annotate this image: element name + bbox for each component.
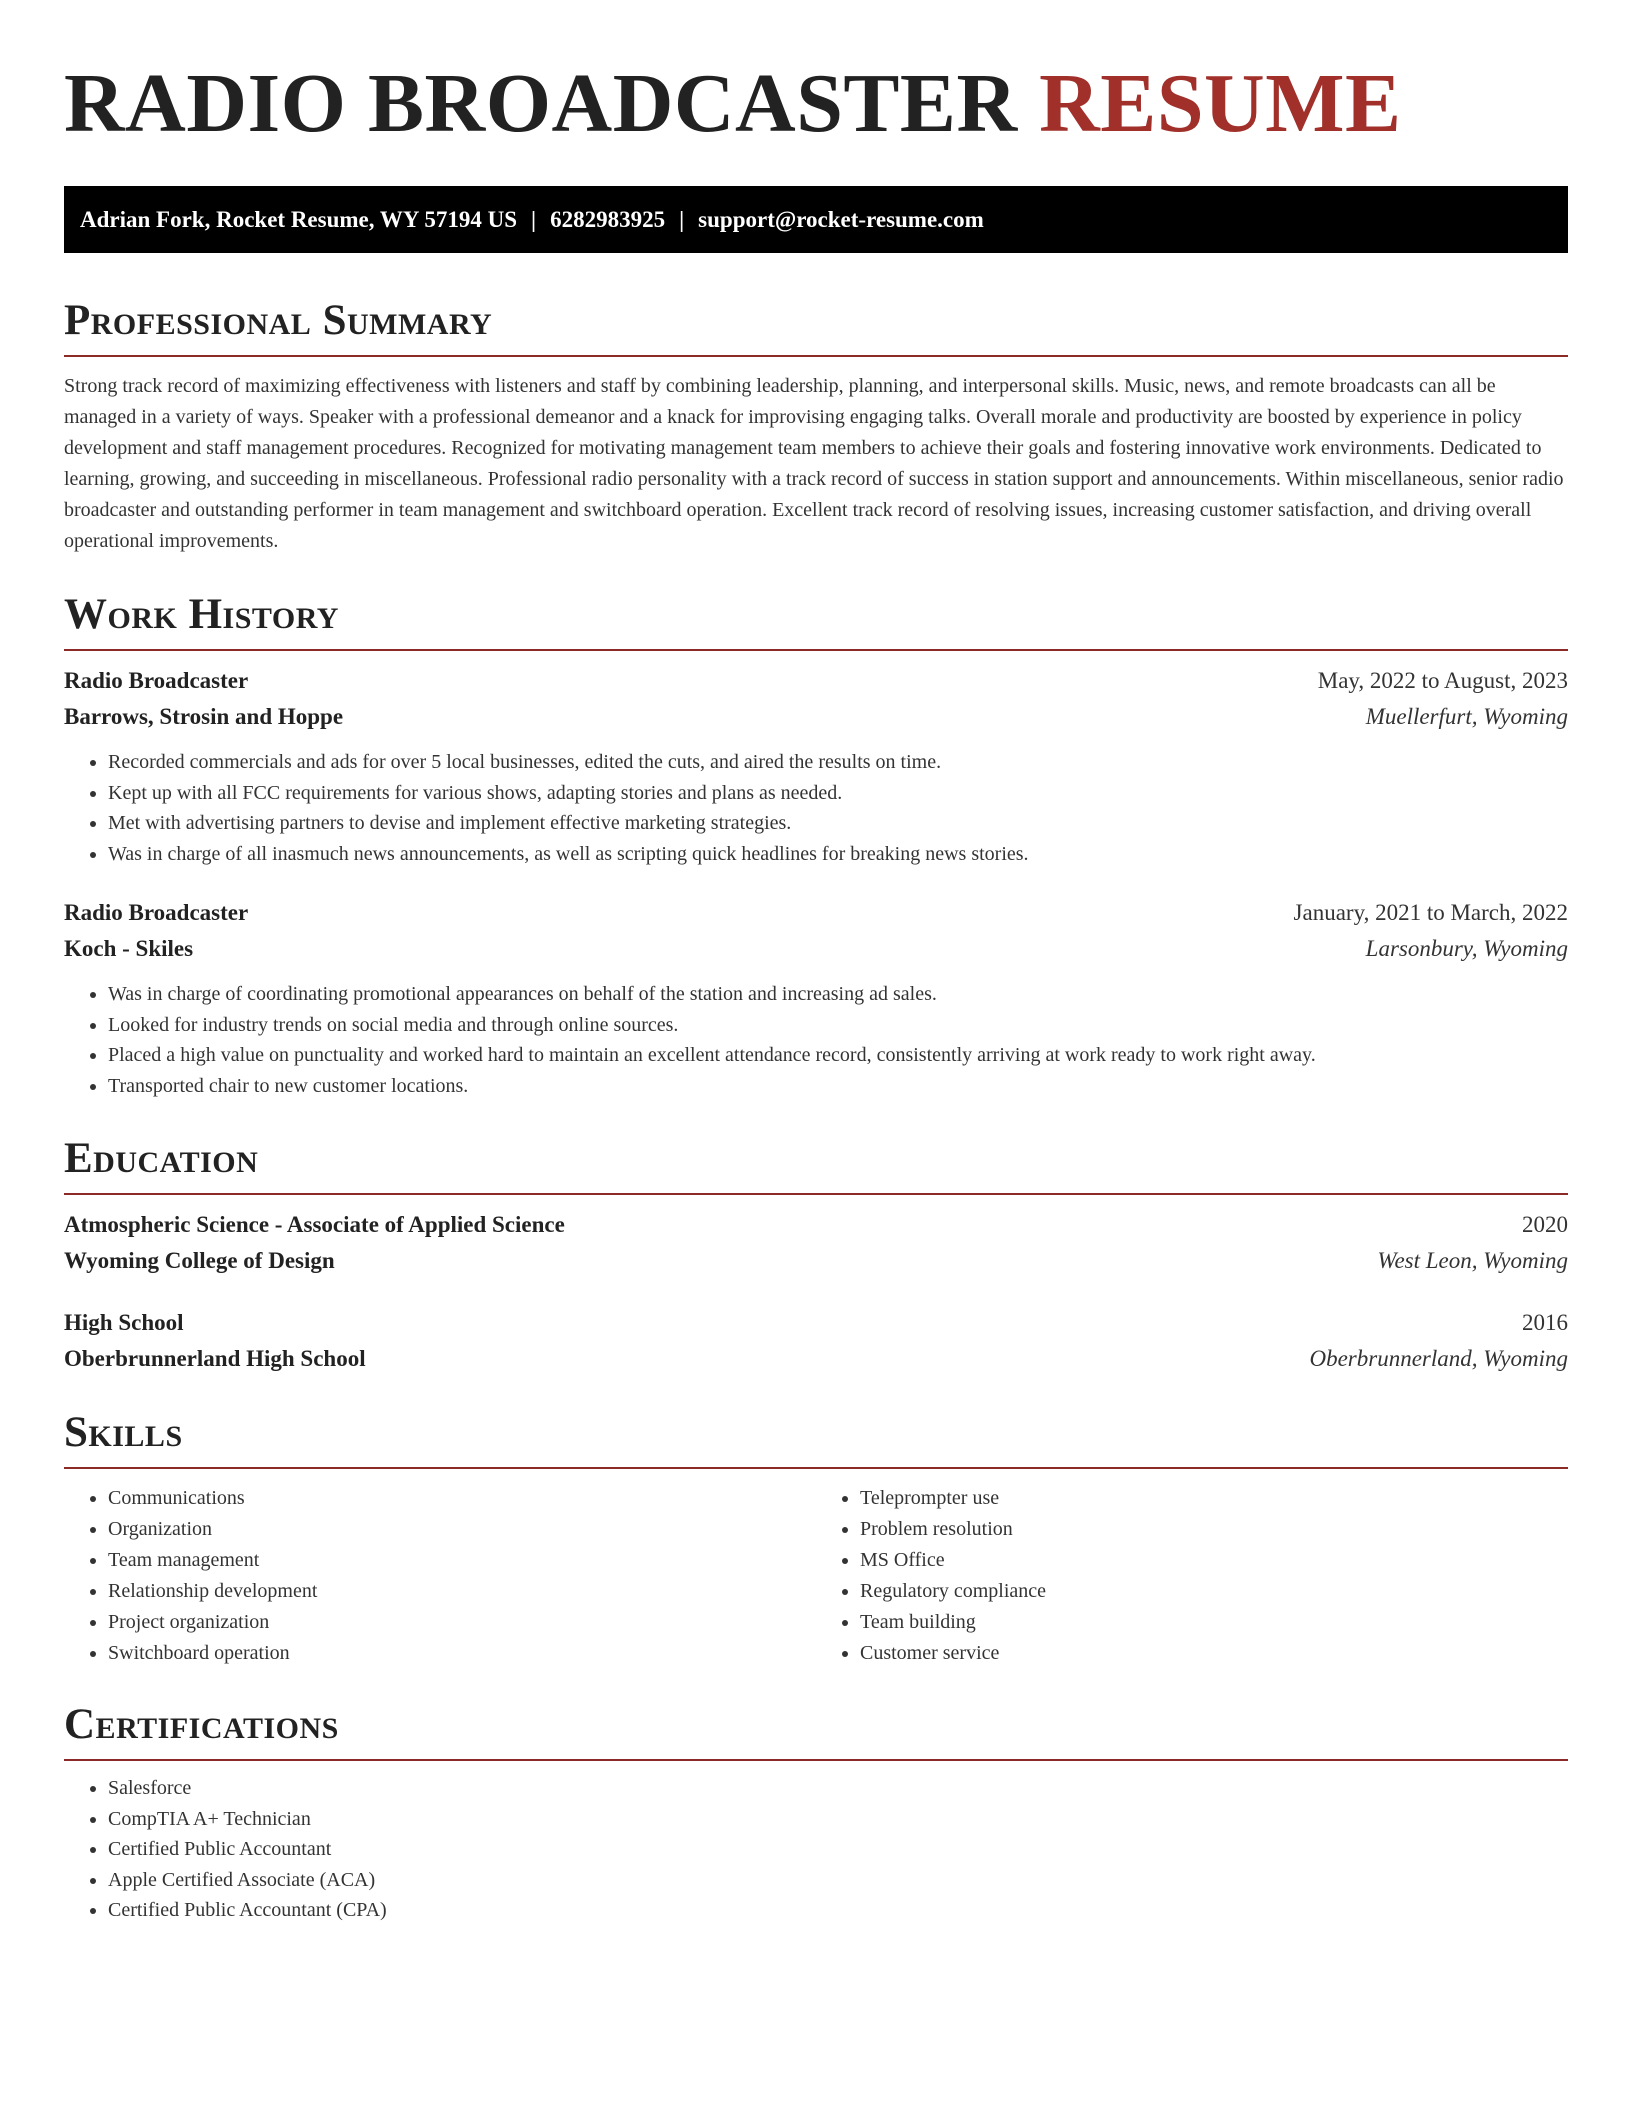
certification-item: • Apple Certified Associate (ACA) <box>108 1865 1568 1896</box>
resume-title <box>64 0 1568 152</box>
job-bullet: • Looked for industry trends on social media and through online sources. <box>108 1010 1568 1041</box>
skill-item: • Organization <box>108 1514 816 1545</box>
education-section <box>64 1133 1568 1377</box>
certification-item: • Certified Public Accountant <box>108 1834 1568 1865</box>
contact-separator: | <box>531 207 537 232</box>
job-bullet: • Recorded commercials and ads for over 5 local businesses, edited the cuts, and aired the results on time. <box>108 747 1568 778</box>
job-bullet: • Was in charge of coordinating promotional appearances on behalf of the station and increasing ad sales. <box>108 979 1568 1010</box>
job-bullets <box>64 747 1568 869</box>
education-year: 2016 <box>1522 1310 1568 1335</box>
certification-item: • Salesforce <box>108 1773 1568 1804</box>
title-accent: RESUME <box>1039 57 1402 150</box>
job-bullet: • Transported chair to new customer locations. <box>108 1071 1568 1102</box>
certifications-list <box>64 1773 1568 1926</box>
job-company: Koch - Skiles <box>64 936 194 961</box>
job-title: Radio Broadcaster <box>64 900 249 925</box>
skill-item: • Regulatory compliance <box>860 1576 1568 1607</box>
job-bullet: • Met with advertising partners to devise and implement effective marketing strategies. <box>108 808 1568 839</box>
education-school: Oberbrunnerland High School <box>64 1346 366 1371</box>
contact-bar <box>64 186 1568 253</box>
job-title: Radio Broadcaster <box>64 668 249 693</box>
job-entry <box>64 663 1568 869</box>
job-location: Muellerfurt, Wyoming <box>1365 704 1568 729</box>
job-bullet: • Kept up with all FCC requirements for various shows, adapting stories and plans as needed. <box>108 778 1568 809</box>
work-history-heading: Work History <box>64 589 1568 651</box>
certification-item: • Certified Public Accountant (CPA) <box>108 1895 1568 1926</box>
contact-address: Adrian Fork, Rocket Resume, WY 57194 US <box>80 207 517 232</box>
job-bullet: • Placed a high value on punctuality and worked hard to maintain an excellent attendance record, consistently arriving at work ready to work right away. <box>108 1040 1568 1071</box>
skill-item: • MS Office <box>860 1545 1568 1576</box>
summary-text: Strong track record of maximizing effectiveness with listeners and staff by combining leadership, planning, and interpersonal skills. Music, news, and remote broadcasts can all be managed in a variety of ways. Speaker with a professional demeanor and a knack for improvising engaging talks. Overall morale and productivity are boosted by experience in policy development and staff management procedures. Recognized for motivating management team members to achieve their goals and fostering innovative work environments. Dedicated to learning, growing, and succeeding in miscellaneous. Professional radio personality with a track record of success in station support and announcements. Within miscellaneous, senior radio broadcaster and outstanding performer in team management and switchboard operation. Excellent track record of resolving issues, increasing customer satisfaction, and driving overall operational improvements. <box>64 375 1564 552</box>
education-entry <box>64 1207 1568 1279</box>
title-main: RADIO BROADCASTER <box>64 57 1018 150</box>
skill-item: • Relationship development <box>108 1576 816 1607</box>
job-dates: May, 2022 to August, 2023 <box>1317 668 1568 693</box>
skill-item: • Switchboard operation <box>108 1638 816 1669</box>
skill-item: • Communications <box>108 1483 816 1514</box>
job-dates: January, 2021 to March, 2022 <box>1293 900 1568 925</box>
job-bullet: • Was in charge of all inasmuch news announcements, as well as scripting quick headlines for breaking news stories. <box>108 839 1568 870</box>
skill-item: • Teleprompter use <box>860 1483 1568 1514</box>
skills-heading: Skills <box>64 1407 1568 1469</box>
certification-item: • CompTIA A+ Technician <box>108 1804 1568 1835</box>
skill-item: • Problem resolution <box>860 1514 1568 1545</box>
education-entry <box>64 1305 1568 1377</box>
work-history-section <box>64 589 1568 1101</box>
job-entry <box>64 895 1568 1101</box>
contact-separator: | <box>679 207 685 232</box>
certifications-section <box>64 1699 1568 1926</box>
education-degree: Atmospheric Science - Associate of Applied Science <box>64 1212 565 1237</box>
contact-email[interactable]: support@rocket-resume.com <box>698 207 984 232</box>
summary-heading: Professional Summary <box>64 295 1568 357</box>
skill-item: • Customer service <box>860 1638 1568 1669</box>
skill-item: • Project organization <box>108 1607 816 1638</box>
summary-section <box>64 295 1568 557</box>
education-location: West Leon, Wyoming <box>1377 1248 1568 1273</box>
education-heading: Education <box>64 1133 1568 1195</box>
education-degree: High School <box>64 1310 184 1335</box>
education-location: Oberbrunnerland, Wyoming <box>1309 1346 1568 1371</box>
education-year: 2020 <box>1522 1212 1568 1237</box>
education-school: Wyoming College of Design <box>64 1248 335 1273</box>
skill-item: • Team management <box>108 1545 816 1576</box>
job-location: Larsonbury, Wyoming <box>1365 936 1568 961</box>
skills-section <box>64 1407 1568 1669</box>
skills-list-left <box>64 1483 816 1669</box>
skills-columns <box>64 1483 1568 1669</box>
skills-list-right <box>816 1483 1568 1669</box>
job-bullets <box>64 979 1568 1101</box>
contact-phone: 6282983925 <box>550 207 666 232</box>
certifications-heading: Certifications <box>64 1699 1568 1761</box>
skill-item: • Team building <box>860 1607 1568 1638</box>
job-company: Barrows, Strosin and Hoppe <box>64 704 344 729</box>
